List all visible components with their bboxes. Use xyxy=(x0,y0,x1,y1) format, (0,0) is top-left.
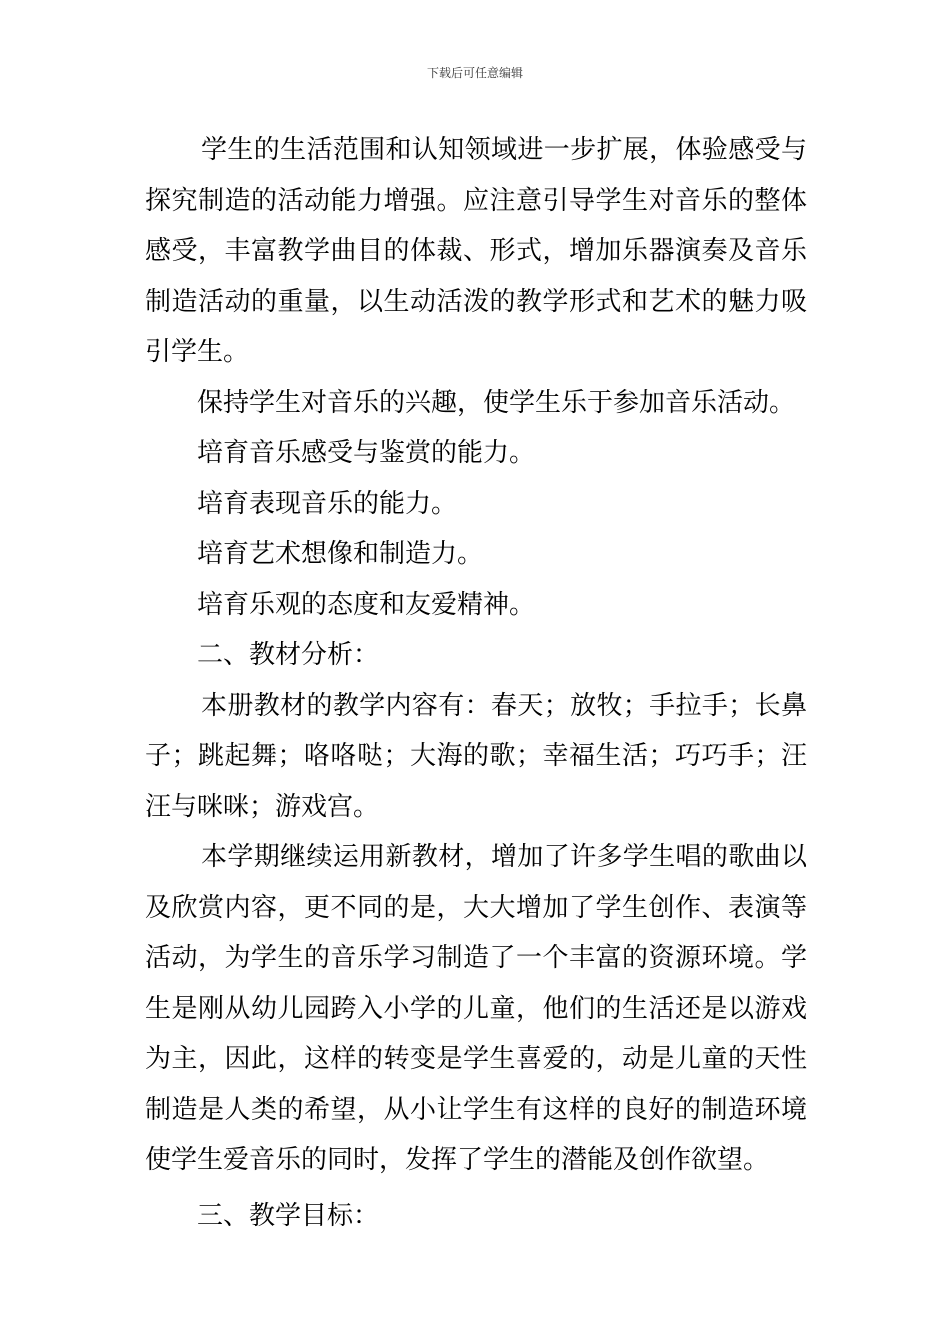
section-heading-teaching-goals: 三、教学目标： xyxy=(197,1200,380,1231)
paragraph-goal-imagination: 培育艺术想像和制造力。 xyxy=(197,539,484,569)
document-body xyxy=(145,125,807,1241)
paragraph-new-textbook: 本学期继续运用新教材，增加了许多学生唱的歌曲以及欣赏内容，更不同的是，大大增加了学生创作、表演等活动，为学生的音乐学习制造了一个丰富的资源环境。学生是刚从幼儿园跨入小学的儿童，他们的生活还是以游戏为主，因此，这样的转变是学生喜爱的，动是儿童的天性制造是人类的希望，从小让学生有这样的良好的制造环境使学生爱音乐的同时，发挥了学生的潜能及创作欲望。 xyxy=(145,842,807,1175)
paragraph-goal-attitude: 培育乐观的态度和友爱精神。 xyxy=(197,589,536,620)
paragraph-goal-appreciation: 培育音乐感受与鉴赏的能力。 xyxy=(197,438,536,468)
section-heading-textbook-analysis: 二、教材分析： xyxy=(197,640,380,670)
paragraph-goal-interest: 保持学生对音乐的兴趣，使学生乐于参加音乐活动。 xyxy=(197,387,796,418)
paragraph-student-ability: 学生的生活范围和认知领域进一步扩展，体验感受与探究制造的活动能力增强。应注意引导学生对音乐的整体感受，丰富教学曲目的体裁、形式，增加乐器演奏及音乐制造活动的重量，以生动活泼的教学形式和艺术的魅力吸引学生。 xyxy=(145,135,807,367)
page-header: 下载后可任意编辑 xyxy=(426,66,523,80)
paragraph-textbook-contents: 本册教材的教学内容有：春天；放牧；手拉手；长鼻子；跳起舞；咯咯哒；大海的歌；幸福生活；巧巧手；汪汪与咪咪；游戏宫。 xyxy=(145,690,807,822)
paragraph-goal-expression: 培育表现音乐的能力。 xyxy=(197,488,458,519)
